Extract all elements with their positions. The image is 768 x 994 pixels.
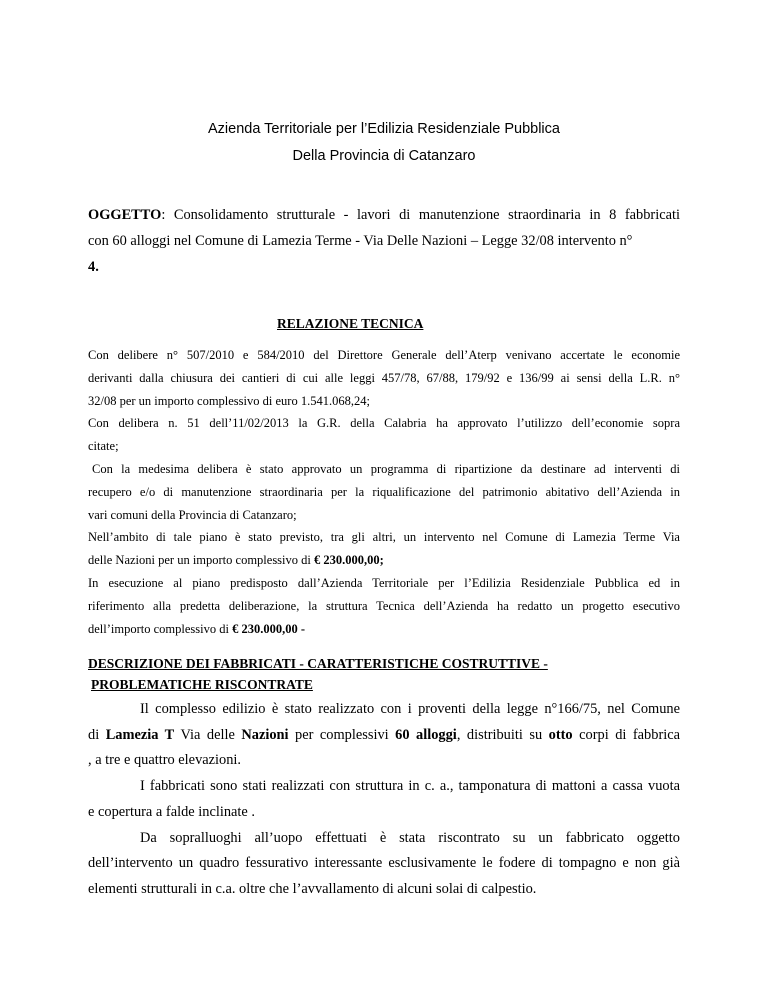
header-line-2: Della Provincia di Catanzaro (292, 148, 476, 164)
relazione-line: citate; (88, 439, 119, 454)
relazione-line: recupero e/o di manutenzione straordinaria per la riqualificazione del patrimonio abitativo dell’Azienda in (88, 484, 680, 499)
relazione-line: derivanti dalla chiusura dei cantieri di cui alle leggi 457/78, 67/88, 179/92 e 136/99 ai sensi della L.R. n° (88, 370, 680, 385)
relazione-line: Nell’ambito di tale piano è stato previsto, tra gli altri, un intervento nel Comune di Lamezia Terme Via (88, 530, 680, 545)
relazione-line: In esecuzione al piano predisposto dall’Azienda Territoriale per l’Edilizia Residenziale Pubblica ed in (88, 575, 680, 590)
oggetto-line-3: 4. (88, 259, 99, 275)
descrizione-line: Il complesso edilizio è stato realizzato con i proventi della legge n°166/75, nel Comune (140, 701, 680, 717)
descrizione-line: e copertura a falde inclinate . (88, 803, 255, 820)
amount-highlight: € 230.000,00 - (232, 621, 306, 636)
descrizione-line: , a tre e quattro elevazioni. (88, 752, 242, 769)
relazione-title: RELAZIONE TECNICA (277, 316, 424, 331)
oggetto-line-2: con 60 alloggi nel Comune di Lamezia Terme - Via Delle Nazioni – Legge 32/08 intervento n° (88, 233, 633, 249)
relazione-line: Con la medesima delibera è stato approvato un programma di ripartizione da destinare ad interventi di (92, 461, 680, 476)
descrizione-line: I fabbricati sono stati realizzati con struttura in c. a., tamponatura di mattoni a cassa vuota (140, 778, 680, 795)
oggetto-block (88, 202, 680, 280)
descrizione-line: elementi strutturali in c.a. oltre che l’avvallamento di alcuni solai di calpestio. (88, 880, 537, 897)
descrizione-title-line-1: DESCRIZIONE DEI FABBRICATI - CARATTERISTICHE COSTRUTTIVE - (88, 656, 548, 671)
header-line-1: Azienda Territoriale per l’Edilizia Residenziale Pubblica (208, 121, 560, 137)
descrizione-line: di Lamezia T Via delle Nazioni per complessivi 60 alloggi, distribuiti su otto corpi di fabbrica (88, 726, 681, 743)
relazione-line: dell’importo complessivo di € 230.000,00 - (88, 621, 306, 636)
descrizione-line: dell’intervento un quadro fessurativo interessante esclusivamente le fodere di tompagno e non già (88, 855, 680, 872)
amount-highlight: € 230.000,00; (314, 553, 384, 568)
relazione-body (88, 344, 680, 640)
relazione-line: riferimento alla predetta deliberazione, la struttura Tecnica dell’Azienda ha redatto un progetto esecutivo (88, 598, 680, 613)
descrizione-line: Da sopralluoghi all’uopo effettuati è stata riscontrato su un fabbricato oggetto (140, 829, 680, 846)
relazione-line: vari comuni della Provincia di Catanzaro; (88, 507, 297, 522)
descrizione-body (88, 697, 680, 903)
descrizione-title (88, 653, 680, 695)
relazione-line: Con delibere n° 507/2010 e 584/2010 del Direttore Generale dell’Aterp venivano accertate le economie (88, 348, 680, 362)
relazione-line: 32/08 per un importo complessivo di euro 1.541.068,24; (88, 393, 370, 408)
descrizione-title-line-2: PROBLEMATICHE RISCONTRATE (91, 677, 313, 692)
oggetto-line-1: OGGETTO: Consolidamento strutturale - lavori di manutenzione straordinaria in 8 fabbricati (88, 207, 680, 223)
oggetto-label: OGGETTO (88, 207, 162, 223)
relazione-line: Con delibera n. 51 dell’11/02/2013 la G.R. della Calabria ha approvato l’utilizzo dell’economie sopra (88, 416, 680, 431)
relazione-line: delle Nazioni per un importo complessivo di € 230.000,00; (88, 553, 384, 568)
